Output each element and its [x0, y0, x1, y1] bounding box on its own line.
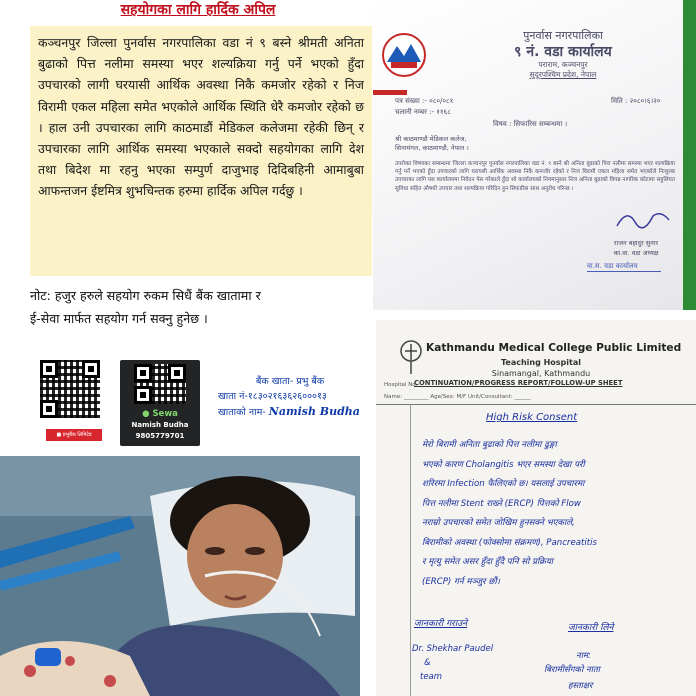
consent-text	[422, 436, 690, 592]
letter-signer-title: का.वा. वडा अध्यक्ष	[613, 249, 659, 257]
flag-strip	[373, 90, 407, 95]
consent-line: मेरो बिरामी अनिता बुढाको पित्त नलीमा ढुङ्गा	[422, 440, 557, 450]
doctor-name: Dr. Shekhar Paudel	[412, 644, 494, 654]
consent-line: नराम्रो उपचारको समेत जोखिम हुनसक्ने भएकाले,	[422, 518, 575, 528]
relation-label: बिरामीसँगको नाता	[544, 665, 600, 675]
letter-office-line-1: पुनर्वास नगरपालिका	[523, 29, 603, 42]
header-divider	[376, 404, 696, 405]
info-giver-label: जानकारी गराउने	[414, 619, 468, 629]
account-name-label: खाताको नाम-	[218, 407, 266, 418]
margin-line	[410, 404, 411, 696]
letter-recipient-2: सिनामंगल, काठमाण्डौ, नेपाल ।	[395, 144, 469, 152]
sheet-title: CONTINUATION/PROGRESS REPORT/FOLLOW-UP SHEET	[414, 379, 623, 387]
consent-line: शरिरमा Infection फैलिएको छ। यसलाई उपचारमा	[422, 479, 585, 489]
esewa-logo: ● Sewa	[142, 409, 178, 419]
consent-line: र मृत्यु समेत असर हुँदा हुँदै पनि सो प्रक्रिया	[422, 557, 554, 567]
letter-office-line-3: पराराम, कञ्चनपुर	[538, 60, 588, 69]
appeal-body-text: कञ्चनपुर जिल्ला पुनर्वास नगरपालिका वडा नं ९ बस्ने श्रीमती अनिता बुढाको पित्त नलीमा समस्या भएर शल्यक्रिया गर्नु पर्ने भएको हुँदा उपचारको लागी घरयासी आर्थिक अवस्था निकै कमजोर रहेको र निज विरामी एकल महिला समेत भएकोले आर्थिक स्थिति धेरै कमजोर रहेको छ । हाल उनी उपचारका लागि काठमाडौं मेडिकल कलेजमा रहेकी छिन् र उपचारका लागि आर्थिक समस्या भएकाले सक्दो सहयोगका लागि देश तथा बिदेश मा रहनु भएका सम्पुर्ण दाजुभाइ दिदिबहिनी आमाबुबा आफन्तजन ईष्टमित्र शुभचिन्तक हरुमा हार्दिक अपिल गर्दछु ।	[38, 35, 364, 199]
esewa-phone-number: 9805779701	[135, 432, 185, 440]
government-emblem-icon	[381, 32, 427, 78]
note-line-2: ई-सेवा मार्फत सहयोग गर्न सक्नु हुनेछ ।	[30, 311, 208, 326]
consent-heading: High Risk Consent	[486, 412, 578, 423]
appeal-title: सहयोगका लागि हार्दिक अपिल	[120, 2, 276, 18]
letter-office-line-4: सुदूरपश्चिम प्रदेश, नेपाल	[529, 70, 597, 79]
esewa-account-name: Namish Budha	[131, 421, 189, 429]
hospital-subtitle-1: Teaching Hospital	[501, 358, 581, 367]
doctor-ampersand: &	[424, 658, 431, 668]
letter-signer-name: राजन बहादुर सुनार	[613, 239, 659, 247]
donation-note	[30, 284, 370, 330]
esewa-qr-code-icon	[134, 364, 186, 404]
hospital-logo-icon	[400, 340, 422, 376]
letter-subject: विषय : सिफारिस सम्बन्धमा ।	[493, 120, 568, 128]
doctor-team: team	[420, 672, 443, 682]
letter-reference-number: पत्र संख्या :- ०८०/०८१	[395, 97, 454, 105]
bank-logo-strip: ■ प्रभुबैंक लिमिटेड	[46, 429, 102, 441]
account-name-row	[218, 404, 368, 420]
signature-icon	[613, 204, 673, 234]
letter-dispatch-number: चलानी नम्बर :- ११६८	[395, 108, 451, 116]
patient-illustration	[0, 456, 360, 696]
appeal-box	[30, 26, 372, 276]
consent-line: बिरामीको अवस्था (फोक्सोमा संक्रमण), Pancreatitis	[422, 537, 598, 548]
consent-line: (ERCP) गर्न मञ्जुर छौं।	[422, 576, 500, 587]
consent-form	[376, 320, 696, 696]
account-number: खाता नं-१८३०२१६३६२६०००१३	[218, 391, 327, 402]
bank-qr-code-icon	[40, 360, 100, 418]
recommendation-letter	[373, 0, 696, 310]
green-edge-strip	[683, 0, 696, 310]
bank-info	[218, 374, 368, 420]
signature-label: हस्ताक्षर	[568, 681, 593, 691]
letter-recipient-1: श्री काठमाण्डौ मेडिकल कलेज,	[395, 135, 467, 143]
hospital-name: Kathmandu Medical College Public Limited	[426, 342, 682, 354]
patient-form-row: Name: _________ Age/Sex: M/F Unit/Consultant: ______	[384, 394, 531, 400]
letter-stamp: वा.स. वडा कार्यालय	[587, 262, 661, 272]
hospital-subtitle-2: Sinamangal, Kathmandu	[491, 369, 591, 378]
note-line-1: नोट: हजुर हरुले सहयोग रुकम सिधैं बैंक खातामा र	[30, 288, 261, 303]
letter-body: उपरोक्त विषयका सम्बन्धमा जिल्ला कञ्चनपुर पुनर्वास नगरपालिका वडा नं. ९ बस्ने श्री अनिता बुढाको पित्त नलीमा समस्या भएर शल्यक्रिया गर्नु पर्ने भएको हुँदा उपचारको लागि घरायसी आर्थिक अवस्था निकै कमजोर रहेको र निज विरामी एकल महिला समेत भएकोले निःशुल्क उपचारका लागि यस कार्यालयमा निवेदन पेस गरेकाले हुँदा सो कार्यालयको नियमानुसार निज अनिता बुढाको विपन्न नागरिक कोटामा सहुलियत सुविधा सहित औषधी उपचार तथा शल्यक्रिया गरिदिन हुन सिफारिस साथ अनुरोध गरिन्छ ।	[395, 161, 675, 192]
consent-line: भएको कारण Cholangitis भएर समस्या देखा परी	[422, 459, 585, 470]
consent-line: पित्त नलीमा Stent राख्ने (ERCP) पित्तको Flow	[422, 498, 581, 509]
account-name: Namish Budha	[268, 405, 360, 418]
bank-name: बैंक खाता- प्रभु बैंक	[256, 376, 325, 387]
name-label: नाम:	[576, 651, 591, 661]
patient-photo	[0, 456, 360, 696]
letter-office-line-2: ९ नं. वडा कार्यालय	[514, 44, 612, 60]
hospital-number-label: Hospital No.	[384, 382, 418, 388]
info-taker-label: जानकारी लिने	[568, 623, 614, 633]
letter-date: मिति : २०८०।६।२०	[611, 97, 661, 105]
